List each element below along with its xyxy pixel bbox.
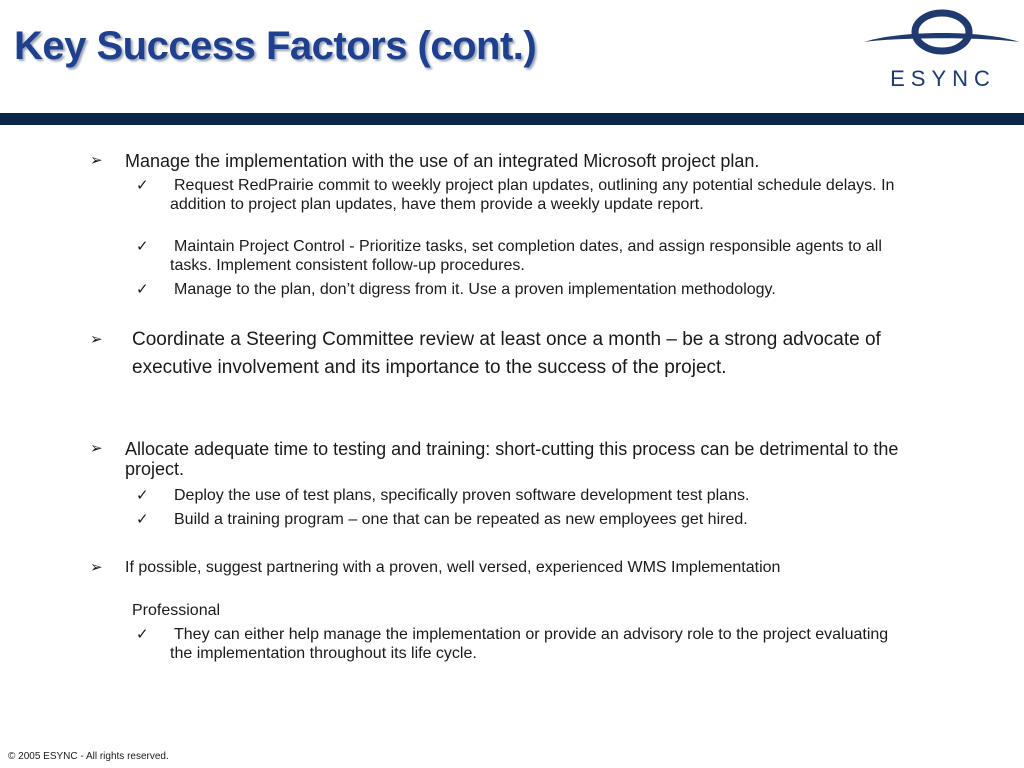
sub-bullet-text: Manage to the plan, don’t digress from it. Use a proven implementation methodology. bbox=[174, 281, 776, 298]
sub-bullet-item bbox=[136, 486, 910, 505]
bullet-text: Manage the implementation with the use of an integrated Microsoft project plan. bbox=[125, 151, 760, 171]
logo-text: ESYNC bbox=[890, 66, 996, 91]
slide-title: Key Success Factors (cont.) bbox=[14, 24, 537, 68]
arrow-bullet-icon: ➢ bbox=[90, 152, 103, 169]
bullet-item bbox=[90, 439, 925, 479]
bullet-item bbox=[90, 326, 922, 382]
sub-bullet-item bbox=[136, 625, 910, 663]
checkmark-icon: ✓ bbox=[136, 281, 149, 298]
sub-bullet-text: Request RedPrairie commit to weekly project plan updates, outlining any potential schedule delays. In addition to project plan updates, have them provide a weekly update report. bbox=[170, 177, 895, 213]
bullet-item bbox=[90, 151, 925, 171]
arrow-bullet-icon: ➢ bbox=[90, 331, 103, 348]
sub-bullet-item bbox=[136, 176, 910, 214]
arrow-bullet-icon: ➢ bbox=[90, 559, 103, 576]
bullet-text: If possible, suggest partnering with a proven, well versed, experienced WMS Implementation bbox=[125, 559, 781, 576]
esync-logo bbox=[862, 6, 1022, 98]
copyright-footer: © 2005 ESYNC - All rights reserved. bbox=[8, 751, 169, 762]
sub-bullet-item bbox=[136, 510, 910, 529]
arrow-bullet-icon: ➢ bbox=[90, 440, 103, 457]
bullet-continuation: Professional bbox=[132, 602, 221, 619]
checkmark-icon: ✓ bbox=[136, 511, 149, 528]
sub-bullet-text: Deploy the use of test plans, specifically proven software development test plans. bbox=[174, 487, 750, 504]
header-rule bbox=[0, 113, 1024, 125]
bullet-text: Allocate adequate time to testing and training: short-cutting this process can be detrimental to the project. bbox=[125, 439, 899, 479]
bullet-text: Coordinate a Steering Committee review at least once a month – be a strong advocate of executive involvement and its importance to the success of the project. bbox=[132, 329, 881, 378]
checkmark-icon: ✓ bbox=[136, 238, 149, 255]
sub-bullet-text: Maintain Project Control - Prioritize tasks, set completion dates, and assign responsible agents to all tasks. Implement consistent follow-up procedures. bbox=[170, 238, 882, 274]
checkmark-icon: ✓ bbox=[136, 626, 149, 643]
checkmark-icon: ✓ bbox=[136, 177, 149, 194]
checkmark-icon: ✓ bbox=[136, 487, 149, 504]
sub-bullet-text: Build a training program – one that can be repeated as new employees get hired. bbox=[174, 511, 748, 528]
sub-bullet-item bbox=[136, 280, 910, 299]
sub-bullet-item bbox=[136, 237, 910, 275]
sub-bullet-text: They can either help manage the implementation or provide an advisory role to the project evaluating the implementation throughout its life cycle. bbox=[170, 626, 889, 662]
bullet-item bbox=[90, 558, 815, 577]
